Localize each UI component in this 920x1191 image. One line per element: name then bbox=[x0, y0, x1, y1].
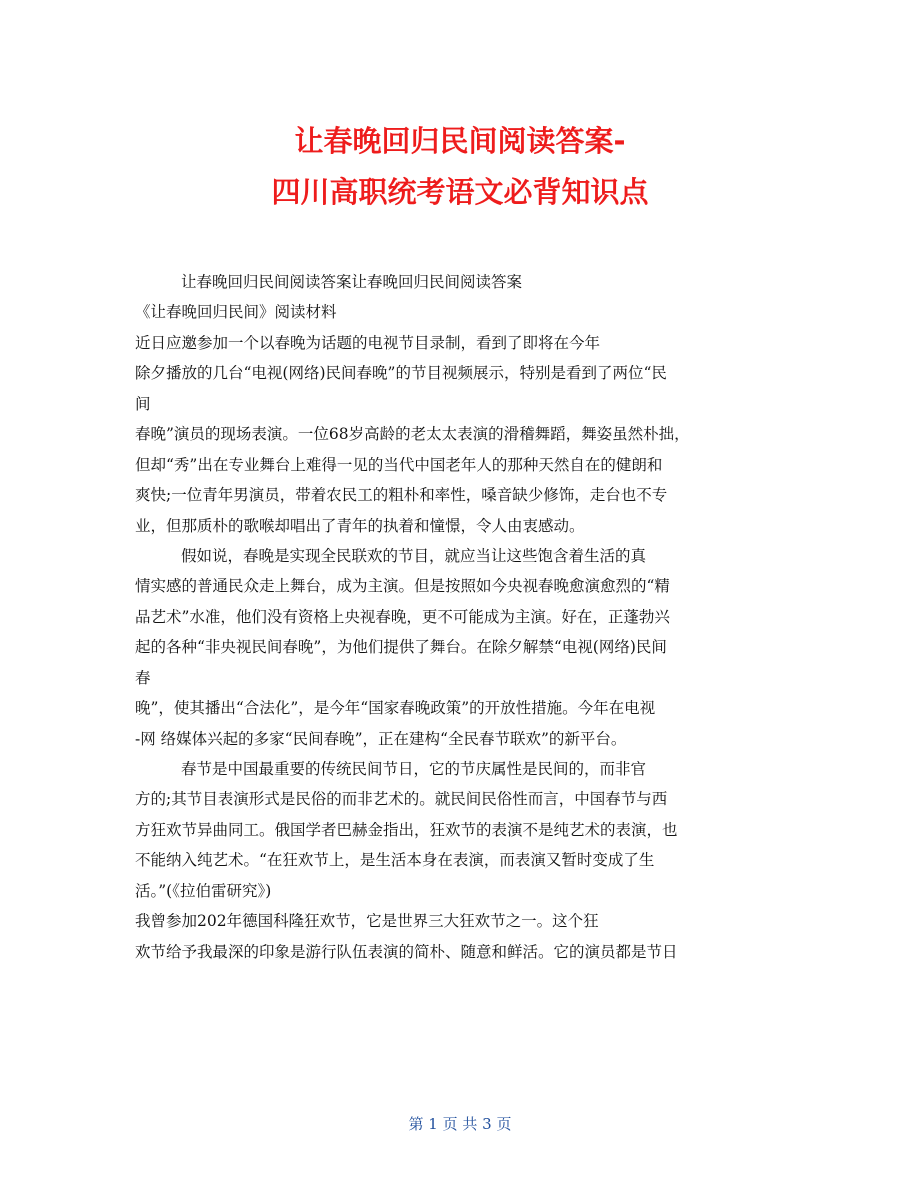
document-title-line-2: 四川高职统考语文必背知识点 bbox=[271, 175, 649, 209]
paragraph-line: 春晚”演员的现场表演。一位68岁高龄的老太太表演的滑稽舞蹈，舞姿虽然朴拙， bbox=[135, 425, 690, 444]
document-title-line-1: 让春晚回归民间阅读答案- bbox=[294, 124, 626, 158]
paragraph-line: 晚”，使其播出“合法化”，是今年“国家春晚政策”的开放性措施。今年在电视 bbox=[135, 699, 656, 718]
page-number-footer: 第 1 页 共 3 页 bbox=[408, 1115, 512, 1133]
paragraph-line: 《让春晚回归民间》阅读材料 bbox=[135, 303, 337, 322]
paragraph-line: 活。”(《拉伯雷研究》) bbox=[135, 881, 272, 900]
paragraph-line: -网 络媒体兴起的多家“民间春晚”，正在建构“全民春节联欢”的新平台。 bbox=[135, 729, 627, 748]
paragraph-line: 起的各种“非央视民间春晚”，为他们提供了舞台。在除夕解禁“电视(网络)民间 bbox=[135, 638, 667, 657]
paragraph-line: 让春晚回归民间阅读答案让春晚回归民间阅读答案 bbox=[181, 273, 523, 291]
paragraph-line: 除夕播放的几台“电视(网络)民间春晚”的节目视频展示，特别是看到了两位“民 bbox=[135, 364, 667, 383]
document-body bbox=[135, 267, 795, 967]
paragraph-line: 我曾参加202年德国科隆狂欢节，它是世界三大狂欢节之一。这个狂 bbox=[135, 912, 599, 931]
paragraph-line: 不能纳入纯艺术。“在狂欢节上，是生活本身在表演，而表演又暂时变成了生 bbox=[135, 851, 655, 870]
paragraph-line: 欢节给予我最深的印象是游行队伍表演的简朴、随意和鲜活。它的演员都是节日 bbox=[135, 942, 678, 961]
paragraph-line: 春节是中国最重要的传统民间节日，它的节庆属性是民间的，而非官 bbox=[181, 760, 647, 778]
paragraph-line: 爽快;一位青年男演员，带着农民工的粗朴和率性，嗓音缺少修饰，走台也不专 bbox=[135, 486, 668, 505]
paragraph-line: 业，但那质朴的歌喉却唱出了青年的执着和憧憬，令人由衷感动。 bbox=[135, 516, 585, 535]
paragraph-line: 品艺术”水准，他们没有资格上央视春晚，更不可能成为主演。好在，正蓬勃兴 bbox=[135, 607, 670, 626]
paragraph-line: 方狂欢节异曲同工。俄国学者巴赫金指出，狂欢节的表演不是纯艺术的表演，也 bbox=[135, 820, 678, 839]
paragraph-line: 情实感的普通民众走上舞台，成为主演。但是按照如今央视春晚愈演愈烈的“精 bbox=[135, 577, 670, 596]
paragraph-line: 近日应邀参加一个以春晚为话题的电视节目录制，看到了即将在今年 bbox=[135, 333, 601, 352]
paragraph-line: 方的;其节目表演形式是民俗的而非艺术的。就民间民俗性而言，中国春节与西 bbox=[135, 790, 668, 809]
paragraph-line: 但却“秀”出在专业舞台上难得一见的当代中国老年人的那种天然自在的健朗和 bbox=[135, 455, 663, 474]
paragraph-line: 假如说，春晚是实现全民联欢的节目，就应当让这些饱含着生活的真 bbox=[181, 546, 647, 565]
paragraph-line: 间 bbox=[135, 394, 151, 413]
paragraph-line: 春 bbox=[135, 668, 151, 687]
